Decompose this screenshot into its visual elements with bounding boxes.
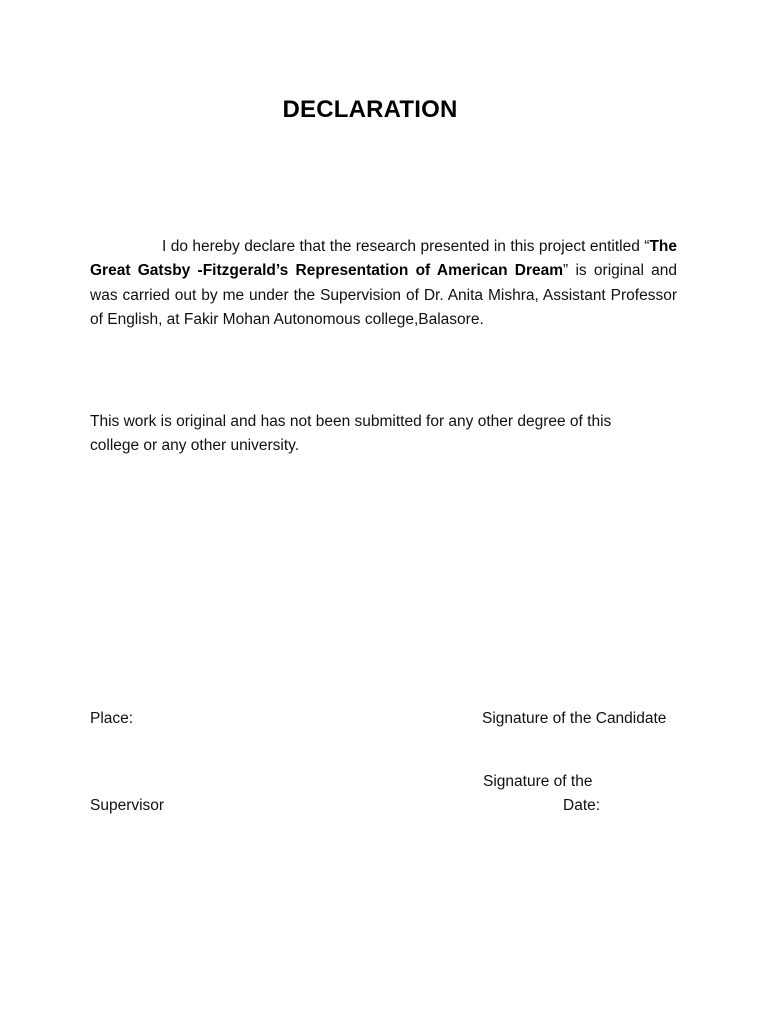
originality-paragraph: This work is original and has not been submitted for any other degree of this college or any other university.: [90, 413, 612, 455]
supervisor-signature-label: Signature of the: [483, 773, 593, 790]
close-quote: ”: [563, 262, 569, 280]
candidate-signature-label: Signature of the Candidate: [482, 710, 667, 727]
open-quote: “: [644, 238, 650, 255]
page-title: DECLARATION: [282, 96, 458, 123]
declaration-rest: is original and was carried out by me under the Supervision of Dr. Anita Mishra, Assistant Professor of English, at Fakir Mohan Autonomous college,Balasore.: [90, 262, 677, 328]
place-label: Place:: [90, 710, 134, 727]
date-label: Date:: [563, 797, 601, 814]
supervisor-label: Supervisor: [90, 797, 165, 814]
declaration-intro: I do hereby declare that the research presented in this project entitled: [162, 238, 645, 255]
project-title: The Great Gatsby -Fitzgerald’s Representation of American Dream: [90, 238, 677, 280]
declaration-paragraph: [90, 235, 677, 332]
